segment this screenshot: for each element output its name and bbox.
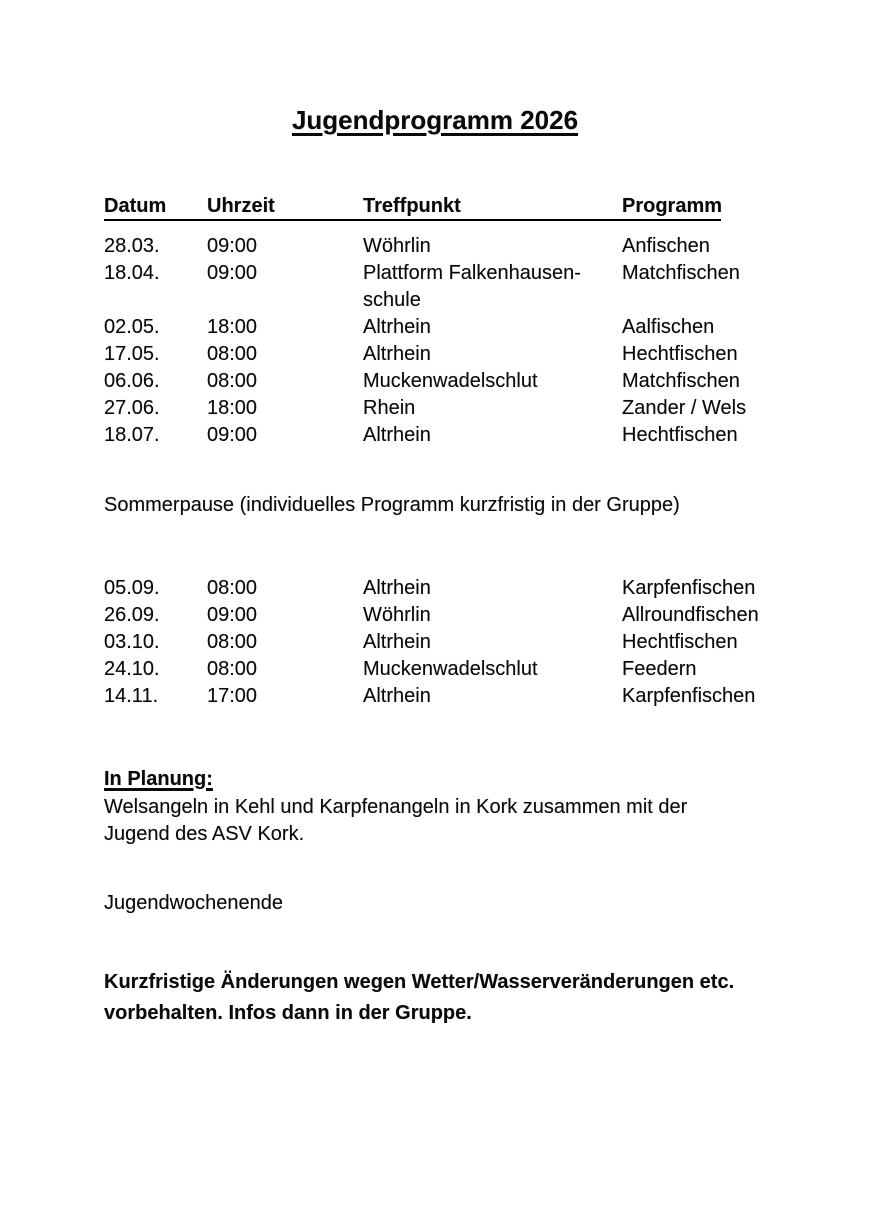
planning-heading-text: In Planung:	[104, 768, 213, 790]
table-row	[104, 368, 810, 395]
datum-cell: 14.11.	[104, 685, 159, 707]
uhrzeit-cell: 08:00	[207, 343, 258, 365]
table-row	[104, 422, 810, 449]
programm-cell: Matchfischen	[622, 370, 740, 392]
programm-cell: Karpfenfischen	[622, 577, 756, 599]
page-title-text: Jugendprogramm 2026	[291, 105, 579, 135]
programm-cell: Hechtfischen	[622, 631, 738, 653]
treffpunkt-cell: Muckenwadelschlut	[363, 370, 538, 392]
uhrzeit-cell: 18:00	[207, 397, 258, 419]
uhrzeit-cell: 09:00	[207, 262, 258, 284]
datum-cell: 18.04.	[104, 262, 160, 284]
table-row	[104, 260, 810, 314]
treffpunkt-cell: Altrhein	[363, 343, 431, 365]
datum-cell: 26.09.	[104, 604, 160, 626]
treffpunkt-cell: Rhein	[363, 397, 416, 419]
uhrzeit-cell: 08:00	[207, 370, 258, 392]
programm-cell: Hechtfischen	[622, 424, 738, 446]
schedule-table-autumn	[104, 575, 810, 710]
table-row	[104, 233, 810, 260]
col-header-treffpunkt: Treffpunkt	[363, 195, 461, 217]
datum-cell: 06.06.	[104, 370, 160, 392]
treffpunkt-cell: Muckenwadelschlut	[363, 658, 538, 680]
schedule-header-row	[104, 196, 721, 221]
programm-cell: Matchfischen	[622, 262, 740, 284]
schedule-table-spring	[104, 233, 810, 449]
table-row	[104, 341, 810, 368]
table-row	[104, 314, 810, 341]
datum-cell: 05.09.	[104, 577, 160, 599]
treffpunkt-cell: Altrhein	[363, 631, 431, 653]
programm-cell: Anfischen	[622, 235, 710, 257]
programm-cell: Karpfenfischen	[622, 685, 756, 707]
uhrzeit-cell: 09:00	[207, 424, 258, 446]
datum-cell: 24.10.	[104, 658, 160, 680]
datum-cell: 18.07.	[104, 424, 160, 446]
planning-heading	[104, 766, 213, 793]
table-row	[104, 683, 810, 710]
treffpunkt-cell: Altrhein	[363, 685, 431, 707]
datum-cell: 03.10.	[104, 631, 160, 653]
programm-cell: Allroundfischen	[622, 604, 759, 626]
treffpunkt-cell: Altrhein	[363, 577, 431, 599]
datum-cell: 28.03.	[104, 235, 160, 257]
summer-break-note: Sommerpause (individuelles Programm kurzfristig in der Gruppe)	[104, 494, 680, 516]
uhrzeit-cell: 09:00	[207, 235, 258, 257]
programm-cell: Feedern	[622, 658, 697, 680]
weather-notice: Kurzfristige Änderungen wegen Wetter/Wasserveränderungen etc. vorbehalten. Infos dann in der Gruppe.	[104, 971, 735, 1024]
table-row	[104, 656, 810, 683]
uhrzeit-cell: 08:00	[207, 631, 258, 653]
col-header-programm: Programm	[622, 195, 723, 217]
planning-extra: Jugendwochenende	[104, 892, 284, 914]
uhrzeit-cell: 08:00	[207, 658, 258, 680]
table-row	[104, 629, 810, 656]
treffpunkt-cell: Wöhrlin	[363, 235, 431, 257]
treffpunkt-cell: Wöhrlin	[363, 604, 431, 626]
col-header-datum: Datum	[104, 195, 167, 217]
table-row	[104, 395, 810, 422]
table-row	[104, 575, 810, 602]
page-title	[0, 107, 870, 133]
planning-body: Welsangeln in Kehl und Karpfenangeln in Kork zusammen mit der Jugend des ASV Kork.	[104, 796, 688, 845]
uhrzeit-cell: 18:00	[207, 316, 258, 338]
uhrzeit-cell: 08:00	[207, 577, 258, 599]
uhrzeit-cell: 17:00	[207, 685, 258, 707]
treffpunkt-cell: Altrhein	[363, 316, 431, 338]
datum-cell: 27.06.	[104, 397, 160, 419]
programm-cell: Aalfischen	[622, 316, 715, 338]
datum-cell: 17.05.	[104, 343, 160, 365]
col-header-uhrzeit: Uhrzeit	[207, 195, 275, 217]
datum-cell: 02.05.	[104, 316, 160, 338]
programm-cell: Zander / Wels	[622, 397, 747, 419]
table-row	[104, 602, 810, 629]
uhrzeit-cell: 09:00	[207, 604, 258, 626]
programm-cell: Hechtfischen	[622, 343, 738, 365]
treffpunkt-cell: Altrhein	[363, 424, 431, 446]
treffpunkt-cell: Plattform Falkenhausen-schule	[363, 262, 581, 311]
